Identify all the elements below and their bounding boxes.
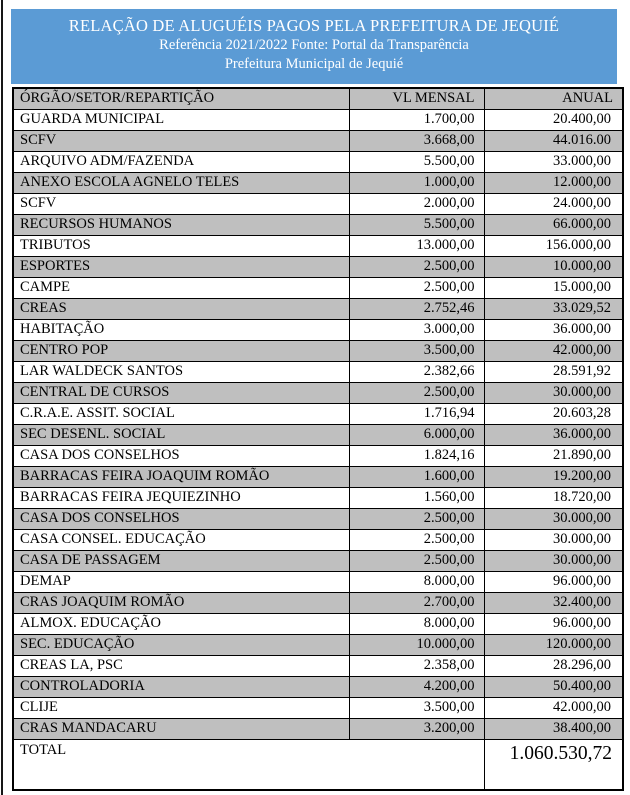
cell-mensal: 2.752,46 — [349, 299, 484, 320]
document-subtitle-reference: Referência 2021/2022 Fonte: Portal da Transparência — [159, 37, 469, 54]
cell-mensal: 6.000,00 — [349, 425, 484, 446]
table-row — [13, 110, 623, 131]
cell-orgao: CENTRO POP — [13, 341, 349, 362]
cell-anual: 50.400,00 — [484, 677, 623, 698]
cell-anual: 36.000,00 — [484, 320, 623, 341]
cell-anual: 28.296,00 — [484, 656, 623, 677]
cell-anual: 38.400,00 — [484, 719, 623, 740]
cell-orgao: ALMOX. EDUCAÇÃO — [13, 614, 349, 635]
cell-mensal: 1.560,00 — [349, 488, 484, 509]
rent-table — [12, 87, 624, 791]
cell-mensal: 2.500,00 — [349, 551, 484, 572]
cell-anual: 30.000,00 — [484, 509, 623, 530]
cell-mensal: 10.000,00 — [349, 635, 484, 656]
cell-orgao: CASA DOS CONSELHOS — [13, 446, 349, 467]
cell-mensal: 1.824,16 — [349, 446, 484, 467]
table-row — [13, 488, 623, 509]
cell-mensal: 3.200,00 — [349, 719, 484, 740]
cell-anual: 28.591,92 — [484, 362, 623, 383]
cell-anual: 18.720,00 — [484, 488, 623, 509]
table-row — [13, 173, 623, 194]
cell-orgao: CASA DOS CONSELHOS — [13, 509, 349, 530]
cell-orgao: ESPORTES — [13, 257, 349, 278]
cell-anual: 44.016.00 — [484, 131, 623, 152]
cell-orgao: GUARDA MUNICIPAL — [13, 110, 349, 131]
table-row — [13, 467, 623, 488]
cell-orgao: SCFV — [13, 194, 349, 215]
table-row — [13, 131, 623, 152]
left-edge-line — [1, 0, 3, 795]
cell-mensal: 1.600,00 — [349, 467, 484, 488]
cell-mensal: 2.358,00 — [349, 656, 484, 677]
document-subtitle-org: Prefeitura Municipal de Jequié — [224, 55, 404, 72]
table-row — [13, 614, 623, 635]
cell-mensal: 3.500,00 — [349, 341, 484, 362]
table-row — [13, 572, 623, 593]
cell-mensal: 5.500,00 — [349, 215, 484, 236]
cell-orgao: LAR WALDECK SANTOS — [13, 362, 349, 383]
cell-anual: 15.000,00 — [484, 278, 623, 299]
cell-orgao: C.R.A.E. ASSIT. SOCIAL — [13, 404, 349, 425]
cell-anual: 156.000,00 — [484, 236, 623, 257]
cell-anual: 96.000,00 — [484, 614, 623, 635]
total-value: 1.060.530,72 — [484, 740, 623, 790]
total-row — [13, 740, 623, 790]
table-row — [13, 341, 623, 362]
cell-mensal: 2.500,00 — [349, 278, 484, 299]
table-row — [13, 446, 623, 467]
cell-anual: 19.200,00 — [484, 467, 623, 488]
cell-anual: 42.000,00 — [484, 341, 623, 362]
table-row — [13, 278, 623, 299]
cell-anual: 32.400,00 — [484, 593, 623, 614]
cell-mensal: 8.000,00 — [349, 614, 484, 635]
total-label: TOTAL — [13, 740, 484, 790]
cell-mensal: 2.382,66 — [349, 362, 484, 383]
table-row — [13, 635, 623, 656]
title-block — [11, 9, 617, 84]
cell-anual: 30.000,00 — [484, 551, 623, 572]
cell-orgao: SEC. EDUCAÇÃO — [13, 635, 349, 656]
cell-orgao: DEMAP — [13, 572, 349, 593]
cell-anual: 42.000,00 — [484, 698, 623, 719]
cell-anual: 30.000,00 — [484, 530, 623, 551]
cell-anual: 20.603,28 — [484, 404, 623, 425]
column-header-anual: ANUAL — [484, 88, 623, 110]
cell-mensal: 1.000,00 — [349, 173, 484, 194]
cell-anual: 120.000,00 — [484, 635, 623, 656]
table-row — [13, 425, 623, 446]
cell-orgao: CRAS JOAQUIM ROMÃO — [13, 593, 349, 614]
cell-mensal: 2.500,00 — [349, 530, 484, 551]
cell-orgao: TRIBUTOS — [13, 236, 349, 257]
table-row — [13, 194, 623, 215]
table-row — [13, 656, 623, 677]
cell-orgao: CONTROLADORIA — [13, 677, 349, 698]
cell-mensal: 8.000,00 — [349, 572, 484, 593]
cell-orgao: BARRACAS FEIRA JEQUIEZINHO — [13, 488, 349, 509]
cell-mensal: 3.500,00 — [349, 698, 484, 719]
cell-anual: 33.029,52 — [484, 299, 623, 320]
table-body — [13, 110, 623, 740]
cell-anual: 33.000,00 — [484, 152, 623, 173]
cell-mensal: 2.500,00 — [349, 509, 484, 530]
cell-mensal: 1.700,00 — [349, 110, 484, 131]
document-title: RELAÇÃO DE ALUGUÉIS PAGOS PELA PREFEITURA DE JEQUIÉ — [68, 16, 560, 35]
table-row — [13, 593, 623, 614]
cell-orgao: CAMPE — [13, 278, 349, 299]
table-header-row — [13, 88, 623, 110]
cell-mensal: 1.716,94 — [349, 404, 484, 425]
cell-orgao: CASA DE PASSAGEM — [13, 551, 349, 572]
table-row — [13, 215, 623, 236]
cell-anual: 20.400,00 — [484, 110, 623, 131]
cell-orgao: RECURSOS HUMANOS — [13, 215, 349, 236]
table-row — [13, 530, 623, 551]
cell-orgao: BARRACAS FEIRA JOAQUIM ROMÃO — [13, 467, 349, 488]
cell-mensal: 2.700,00 — [349, 593, 484, 614]
cell-anual: 36.000,00 — [484, 425, 623, 446]
column-header-orgao: ÓRGÃO/SETOR/REPARTIÇÃO — [13, 88, 349, 110]
cell-orgao: SEC DESENL. SOCIAL — [13, 425, 349, 446]
table-row — [13, 551, 623, 572]
cell-mensal: 2.500,00 — [349, 257, 484, 278]
cell-orgao: CLIJE — [13, 698, 349, 719]
table-row — [13, 320, 623, 341]
table-row — [13, 152, 623, 173]
table-row — [13, 404, 623, 425]
cell-orgao: SCFV — [13, 131, 349, 152]
column-header-vl-mensal: VL MENSAL — [349, 88, 484, 110]
cell-anual: 66.000,00 — [484, 215, 623, 236]
cell-anual: 10.000,00 — [484, 257, 623, 278]
cell-orgao: CASA CONSEL. EDUCAÇÃO — [13, 530, 349, 551]
cell-mensal: 3.668,00 — [349, 131, 484, 152]
table-row — [13, 383, 623, 404]
cell-orgao: CREAS — [13, 299, 349, 320]
cell-orgao: ARQUIVO ADM/FAZENDA — [13, 152, 349, 173]
table-row — [13, 719, 623, 740]
cell-orgao: HABITAÇÃO — [13, 320, 349, 341]
table-row — [13, 509, 623, 530]
cell-anual: 21.890,00 — [484, 446, 623, 467]
cell-orgao: CREAS LA, PSC — [13, 656, 349, 677]
cell-mensal: 13.000,00 — [349, 236, 484, 257]
table-row — [13, 698, 623, 719]
cell-orgao: CRAS MANDACARU — [13, 719, 349, 740]
cell-orgao: CENTRAL DE CURSOS — [13, 383, 349, 404]
cell-mensal: 2.500,00 — [349, 383, 484, 404]
cell-anual: 12.000,00 — [484, 173, 623, 194]
table-row — [13, 362, 623, 383]
cell-mensal: 3.000,00 — [349, 320, 484, 341]
cell-anual: 30.000,00 — [484, 383, 623, 404]
cell-orgao: ANEXO ESCOLA AGNELO TELES — [13, 173, 349, 194]
cell-mensal: 2.000,00 — [349, 194, 484, 215]
cell-anual: 96.000,00 — [484, 572, 623, 593]
table-row — [13, 236, 623, 257]
table-row — [13, 257, 623, 278]
table-row — [13, 677, 623, 698]
cell-mensal: 5.500,00 — [349, 152, 484, 173]
cell-mensal: 4.200,00 — [349, 677, 484, 698]
table-row — [13, 299, 623, 320]
cell-anual: 24.000,00 — [484, 194, 623, 215]
